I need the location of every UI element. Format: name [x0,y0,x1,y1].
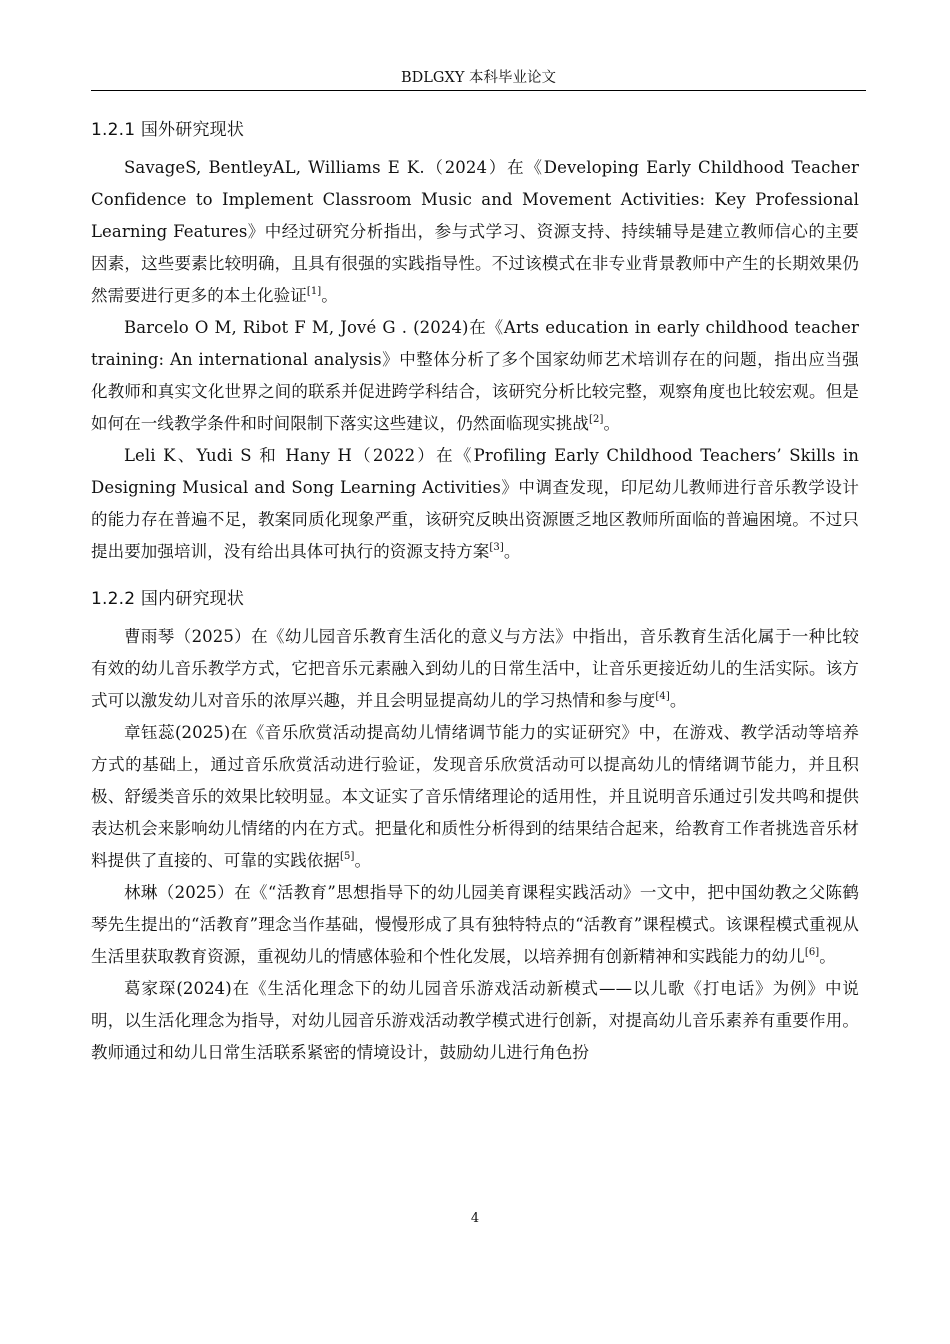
paragraph-text: 林琳（2025）在《“活教育”思想指导下的幼儿园美育课程实践活动》一文中，把中国幼教之父陈鹤琴先生提出的“活教育”理念当作基础，慢慢形成了具有独特特点的“活教育”课程模式。该课程模式重视从生活里获取教育资源，重视幼儿的情感体验和个性化发展，以培养拥有创新精神和实践能力的幼儿 [91,883,859,966]
paragraph [91,440,859,568]
paragraph-text: 曹雨琴（2025）在《幼儿园音乐教育生活化的意义与方法》中指出，音乐教育生活化属于一种比较有效的幼儿音乐教学方式，它把音乐元素融入到幼儿的日常生活中，让音乐更接近幼儿的生活实际。该方式可以激发幼儿对音乐的浓厚兴趣，并且会明显提高幼儿的学习热情和参与度 [91,627,859,710]
paragraph [91,717,859,877]
header-rule [91,90,866,91]
page-body [91,113,859,1069]
paragraph-end: 。 [819,947,836,966]
section-foreign-research [91,113,859,568]
paragraph-end: 。 [321,286,338,305]
paragraph [91,152,859,312]
section-heading: 1.2.2 国内研究现状 [91,589,245,609]
section-heading: 1.2.1 国外研究现状 [91,120,245,140]
citation-marker: [6] [804,947,820,958]
citation-marker: [4] [655,691,670,702]
citation-marker: [3] [489,542,504,553]
paragraph [91,877,859,973]
paragraph-text: Leli K、Yudi S 和 Hany H（2022）在《Profiling Early Childhood Teachers’ Skills in Designing Musical and Song Learning Activities》中调查发现，印尼幼儿教师进行音乐教学设计的能力存在普遍不足，教案同质化现象严重，该研究反映出资源匮乏地区教师所面临的普遍困境。不过只提出要加强培训，没有给出具体可执行的资源支持方案 [91,446,859,561]
citation-marker: [1] [306,286,322,297]
paragraph [91,621,859,717]
paragraph [91,973,859,1069]
running-header: BDLGXY 本科毕业论文 [401,70,556,86]
section-domestic-research [91,582,859,1069]
paragraph-text: 章钰蕊(2025)在《音乐欣赏活动提高幼儿情绪调节能力的实证研究》中，在游戏、教学活动等培养方式的基础上，通过音乐欣赏活动进行验证，发现音乐欣赏活动可以提高幼儿的情绪调节能力，并且积极、舒缓类音乐的效果比较明显。本文证实了音乐情绪理论的适用性，并且说明音乐通过引发共鸣和提供表达机会来影响幼儿情绪的内在方式。把量化和质性分析得到的结果结合起来，给教育工作者挑选音乐材料提供了直接的、可靠的实践依据 [91,723,859,870]
paragraph-end: 。 [669,691,687,710]
paragraph-text: 葛家琛(2024)在《生活化理念下的幼儿园音乐游戏活动新模式——以儿歌《打电话》为例》中说明，以生活化理念为指导，对幼儿园音乐游戏活动教学模式进行创新，对提高幼儿音乐素养有重要作用。教师通过和幼儿日常生活联系紧密的情境设计，鼓励幼儿进行角色扮 [91,979,859,1062]
paragraph-end: 。 [503,542,521,561]
paragraph-end: 。 [603,414,621,433]
paragraph [91,312,859,440]
paragraph-text: SavageS, BentleyAL, Williams E K.（2024）在《Developing Early Childhood Teacher Confidence to Implement Classroom Music and Movement Activities: Key Professional Learning Features》中经过研究分析指出，参与式学习、资源支持、持续辅导是建立教师信心的主要因素，这些要素比较明确，且具有很强的实践指导性。不过该模式在非专业背景教师中产生的长期效果仍然需要进行更多的本土化验证 [91,158,859,305]
citation-marker: [5] [340,851,355,862]
paragraph-end: 。 [354,851,372,870]
citation-marker: [2] [589,414,604,425]
paragraph-text: Barcelo O M, Ribot F M, Jové G . (2024)在《Arts education in early childhood teacher training: An international analysis》中整体分析了多个国家幼师艺术培训存在的问题，指出应当强化教师和真实文化世界之间的联系并促进跨学科结合，该研究分析比较完整，观察角度也比较宏观。但是如何在一线教学条件和时间限制下落实这些建议，仍然面临现实挑战 [91,318,859,433]
page-number: 4 [470,1211,480,1226]
